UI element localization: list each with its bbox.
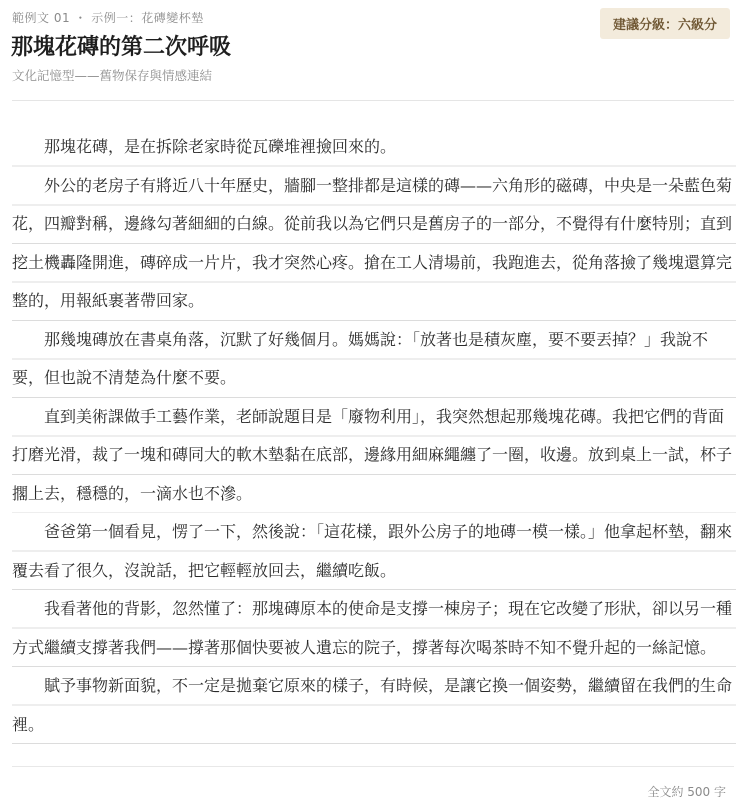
paragraph-2: 外公的老房子有將近八十年歷史，牆腳一整排都是這樣的磚——六角形的磁磚，中央是一朵藍色菊花，四瓣對稱，邊緣勾著細細的白線。從前我以為它們只是舊房子的一部分，不覺得有什麼特別；直到挖土機轟隆開進，磚碎成一片片，我才突然心疼。搶在工人清場前，我跑進去，從角落撿了幾塊還算完整的，用報紙裹著帶回家。 — [12, 167, 736, 321]
page-header — [0, 0, 740, 100]
paragraph-3: 那幾塊磚放在書桌角落，沉默了好幾個月。媽媽說：「放著也是積灰塵，要不要丟掉？」我說不要，但也說不清楚為什麼不要。 — [12, 321, 736, 398]
page-subtitle: 文化記憶型——舊物保存與情感連結 — [12, 68, 213, 83]
breadcrumb: 範例文 01 ・ 示例一：花磚變杯墊 — [12, 11, 204, 25]
paragraph-6: 我看著他的背影，忽然懂了：那塊磚原本的使命是支撐一棟房子；現在它改變了形狀，卻以另一種方式繼續支撐著我們——撐著那個快要被人遺忘的院子，撐著每次喝茶時不知不覺升起的一絲記憶。 — [12, 590, 736, 667]
article-body — [12, 128, 736, 744]
page-title: 那塊花磚的第二次呼吸 — [11, 34, 232, 60]
paragraph-4: 直到美術課做手工藝作業，老師說題目是「廢物利用」，我突然想起那幾塊花磚。我把它們的背面打磨光滑，裁了一塊和磚同大的軟木墊黏在底部，邊緣用細麻繩纏了一圈，收邊。放到桌上一試，杯子擱上去，穩穩的，一滴水也不滲。 — [12, 398, 736, 514]
paragraph-1: 那塊花磚，是在拆除老家時從瓦礫堆裡撿回來的。 — [12, 128, 736, 167]
word-count: 全文約 500 字 — [647, 785, 726, 799]
grade-badge: 建議分級：六級分 — [600, 8, 730, 39]
footer-divider — [12, 766, 734, 767]
paragraph-7: 賦予事物新面貌，不一定是拋棄它原來的樣子，有時候，是讓它換一個姿勢，繼續留在我們的生命裡。 — [12, 667, 736, 744]
header-divider — [12, 100, 734, 101]
paragraph-5: 爸爸第一個看見，愣了一下，然後說：「這花樣，跟外公房子的地磚一模一樣。」他拿起杯墊，翻來覆去看了很久，沒說話，把它輕輕放回去，繼續吃飯。 — [12, 513, 736, 590]
